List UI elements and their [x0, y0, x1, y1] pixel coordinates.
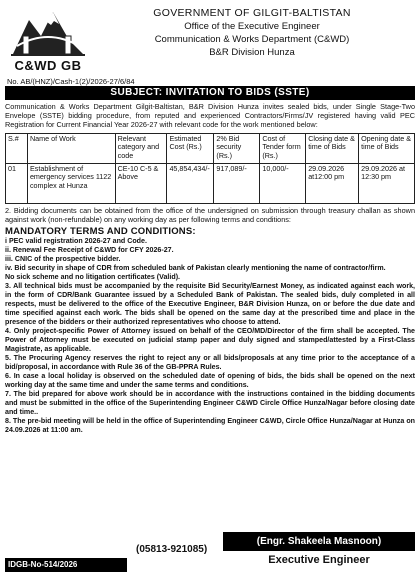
- col-fee: Cost of Tender form (Rs.): [260, 133, 306, 163]
- cwd-emblem-icon: [7, 6, 89, 58]
- department-title: Communication & Works Department (C&WD): [154, 34, 350, 45]
- term-item: 7. The bid prepared for above work should be in accordance with the instructions contained in the bidding documents and must be submitted in the office of the Superintending Engineer C&WD Circle Office Hunza/Nagar before closing date and time..: [5, 390, 415, 417]
- term-item: No sick scheme and no litigation certificates (Valid).: [5, 273, 181, 282]
- office-phone: (05813-921085): [136, 544, 208, 555]
- cell-cost: 45,854,434/-: [167, 163, 214, 203]
- cell-name: Establishment of emergency services 1122 complex at Hunza: [27, 163, 115, 203]
- term-item: 5. The Procuring Agency reserves the right to reject any or all bids/proposals at any time prior to the acceptance of a bid/proposal, in accordance with Rule 36 of the GB-PPRA Rules.: [5, 354, 415, 372]
- notice-header: [5, 4, 415, 86]
- term-item: i PEC valid registration 2026-27 and Code.: [5, 237, 147, 246]
- bids-table: [5, 133, 415, 204]
- division-title: B&R Division Hunza: [209, 47, 295, 58]
- cell-opening: 29.09.2026 at 12:30 pm: [359, 163, 415, 203]
- subject-bar: SUBJECT: INVITATION TO BIDS (SSTE): [5, 86, 415, 100]
- col-category: Relevant category and code: [115, 133, 167, 163]
- table-header-row: [6, 133, 415, 163]
- col-closing: Closing date & time of Bids: [306, 133, 359, 163]
- cell-fee: 10,000/-: [260, 163, 306, 203]
- engineer-title: Executive Engineer: [268, 554, 370, 566]
- term-item: 4. Only project-specific Power of Attorney issued on behalf of the CEO/MD/Director of the firm shall be accepted. The Power of Attorney must be executed on judicial stamp paper and duly signed and stamped/attested by a First-Class Magistrate, as applicable.: [5, 327, 415, 354]
- col-opening: Opening date & time of Bids: [359, 133, 415, 163]
- reference-number: No. AB/(HNZ)/Cash-1(2)/2026-27/6/84: [7, 77, 135, 86]
- term-item: 3. All technical bids must be accompanied by the requisite Bid Security/Earnest Money, as indicated against each work, in the form of CDR/Bank Guarantee issued by a Scheduled Bank of Pakistan. The sealed bids, duly completed in all respects, must be delivered to the office of the Executive Engineer, B&R Division Hunza, on or before the due date and time specified against each work. The bids shall be opened on the same day at the prescribed time and place in the presence of the bidders or their authorized representatives who choose to attend.: [5, 282, 415, 327]
- term-item: 6. In case a local holiday is observed on the scheduled date of opening of bids, the bids shall be opened on the next working day at the same time and under the same terms and conditions.: [5, 372, 415, 390]
- terms-list: [5, 237, 415, 435]
- terms-heading: MANDATORY TERMS AND CONDITIONS:: [5, 226, 196, 238]
- office-title: Office of the Executive Engineer: [184, 21, 320, 32]
- cell-sno: 01: [6, 163, 28, 203]
- col-security: 2% Bid security (Rs.): [214, 133, 260, 163]
- intro-paragraph: Communication & Works Department Gilgit-Baltistan, B&R Division Hunza invites sealed bids, under Single Stage-Two Envelope (SSTE) bidding procedure, from reputed and experienced Contractors/Firms/JV registered having valid PEC Registration for Current Financial Year 2026-27 with relevant code for the work mentioned below:: [5, 102, 415, 130]
- term-item: ii. Renewal Fee Receipt of C&WD for CFY 2026-27.: [5, 246, 174, 255]
- cwd-logo: [7, 6, 89, 76]
- engineer-name: (Engr. Shakeela Masnoon): [223, 532, 415, 551]
- term-item: iv. Bid security in shape of CDR from scheduled bank of Pakistan clearly mentioning the name of contractor/firm.: [5, 264, 386, 273]
- col-name: Name of Work: [27, 133, 115, 163]
- documents-paragraph: 2. Bidding documents can be obtained from the office of the undersigned on submission through treasury challan as shown against work (non-refundable) on any working day as per following terms and conditions:: [5, 205, 415, 224]
- term-item: 8. The pre-bid meeting will be held in the office of Superintending Engineer C&WD, Circle Office Hunza/Nagar at Hunza on 24.09.2026 at 11:00 am.: [5, 417, 415, 435]
- term-item: iii. CNIC of the prospective bidder.: [5, 255, 121, 264]
- idgb-number: IDGB-No-514/2026: [5, 558, 127, 572]
- col-cost: Estimated Cost (Rs.): [167, 133, 214, 163]
- col-sno: S.#: [6, 133, 28, 163]
- header-lines: [93, 6, 411, 59]
- notice-footer: [5, 532, 415, 574]
- government-title: GOVERNMENT OF GILGIT-BALTISTAN: [153, 7, 351, 19]
- logo-text: C&WD GB: [14, 58, 82, 73]
- cell-closing: 29.09.2026 at12:00 pm: [306, 163, 359, 203]
- cell-category: CE-10 C-5 & Above: [115, 163, 167, 203]
- table-row: [6, 163, 415, 203]
- cell-security: 917,089/-: [214, 163, 260, 203]
